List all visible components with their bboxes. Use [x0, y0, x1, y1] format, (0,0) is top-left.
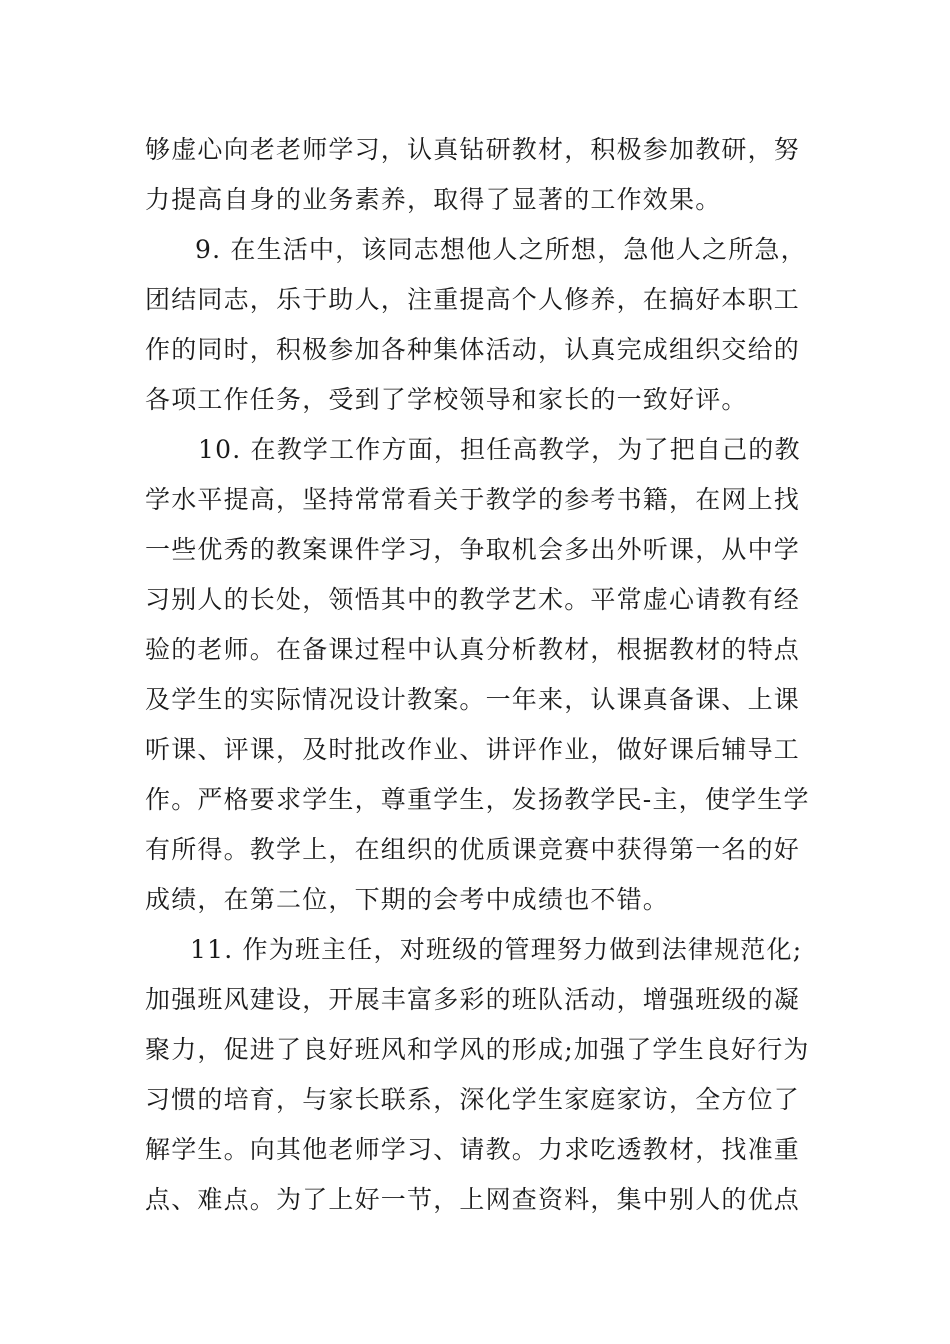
text-line: 作的同时，积极参加各种集体活动，认真完成组织交给的 [145, 335, 801, 364]
text-line: 验的老师。在备课过程中认真分析教材，根据教材的特点 [145, 635, 801, 664]
paragraph-9-first-line: 9. 在生活中，该同志想他人之所想，急他人之所急， [195, 235, 807, 264]
text-line: 力提高自身的业务素养，取得了显著的工作效果。 [145, 185, 722, 214]
text-line: 听课、评课，及时批改作业、讲评作业，做好课后辅导工 [145, 735, 801, 764]
text-line: 及学生的实际情况设计教案。一年来，认课真备课、上课 [145, 685, 801, 714]
paragraph-10-first-line: 10. 在教学工作方面，担任高教学，为了把自己的教 [198, 435, 801, 464]
text-line: 团结同志，乐于助人，注重提高个人修养，在搞好本职工 [145, 285, 801, 314]
text-line: 点、难点。为了上好一节，上网查资料，集中别人的优点 [145, 1185, 801, 1214]
text-line: 习别人的长处，领悟其中的教学艺术。平常虚心请教有经 [145, 585, 801, 614]
text-line: 够虚心向老老师学习，认真钻研教材，积极参加教研，努 [145, 135, 801, 164]
text-line: 加强班风建设，开展丰富多彩的班队活动，增强班级的凝 [145, 985, 801, 1014]
text-line: 有所得。教学上，在组织的优质课竞赛中获得第一名的好 [145, 835, 801, 864]
paragraph-11-first-line: 11. 作为班主任，对班级的管理努力做到法律规范化; [190, 935, 803, 964]
text-line: 习惯的培育，与家长联系，深化学生家庭家访，全方位了 [145, 1085, 801, 1114]
text-line: 学水平提高，坚持常常看关于教学的参考书籍，在网上找 [145, 485, 801, 514]
text-line: 一些优秀的教案课件学习，争取机会多出外听课，从中学 [145, 535, 801, 564]
text-line: 聚力，促进了良好班风和学风的形成;加强了学生良好行为 [145, 1035, 810, 1064]
text-line: 各项工作任务，受到了学校领导和家长的一致好评。 [145, 385, 748, 414]
text-line: 成绩，在第二位，下期的会考中成绩也不错。 [145, 885, 670, 914]
text-line: 解学生。向其他老师学习、请教。力求吃透教材，找准重 [145, 1135, 801, 1164]
text-line: 作。严格要求学生，尊重学生，发扬教学民-主，使学生学 [145, 785, 810, 814]
